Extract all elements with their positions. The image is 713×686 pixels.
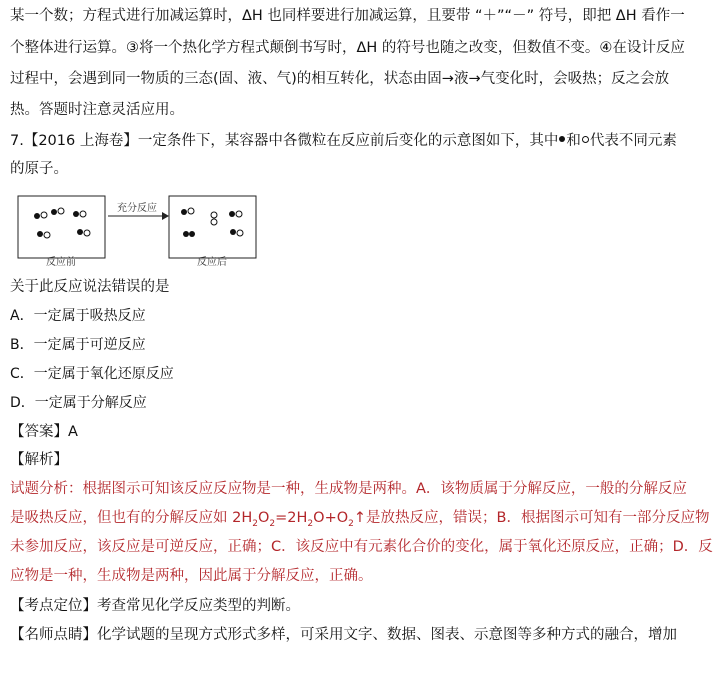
- before-box: [18, 196, 105, 258]
- analysis-label: 【解析】: [10, 452, 68, 468]
- analysis-line-3: 未参加反应，该反应是可逆反应，正确；C．该反应中有元素化合价的变化，属于氧化还原反应，正确；D．反: [10, 539, 713, 555]
- intro-line-3: 过程中，会遇到同一物质的三态(固、液、气)的相互转化，状态由固→液→气变化时，会吸热；反之会放: [10, 71, 670, 87]
- before-molecules: [34, 208, 90, 238]
- question-stem-end: 代表不同元素: [589, 133, 677, 149]
- arrow-head: [162, 212, 169, 220]
- question-stem: 7.【2016 上海卷】一定条件下，某容器中各微粒在反应前后变化的示意图如下，其中: [10, 133, 559, 149]
- analysis-text: ↑是放热反应，错误；B．根据图示可知有一部分反应物: [353, 510, 710, 526]
- analysis-text: O+O: [313, 510, 349, 526]
- question-line-2: 的原子。: [10, 161, 68, 177]
- intro-line-4: 热。答题时注意灵活应用。: [10, 102, 184, 118]
- answer-label: 【答案】A: [10, 424, 78, 440]
- analysis-line-2: [10, 508, 710, 534]
- analysis-text: 是吸热反应，但也有的分解反应如 2H: [10, 510, 253, 526]
- question-and: 和: [566, 133, 581, 149]
- question-prompt: 关于此反应说法错误的是: [10, 279, 170, 295]
- analysis-text: O: [257, 510, 270, 526]
- before-label: 反应前: [46, 257, 76, 268]
- option-b: B．一定属于可逆反应: [10, 337, 146, 353]
- arrow-label: 充分反应: [117, 203, 157, 214]
- after-label: 反应后: [197, 257, 227, 268]
- option-c: C．一定属于氧化还原反应: [10, 366, 174, 382]
- subscript: 2: [348, 518, 354, 529]
- after-box: [169, 196, 256, 258]
- option-a: A．一定属于吸热反应: [10, 308, 146, 324]
- kaodian-line: 【考点定位】考查常见化学反应类型的判断。: [10, 598, 300, 614]
- mingshi-line: 【名师点睛】化学试题的呈现方式形式多样，可采用文字、数据、图表、示意图等多种方式的融合，增加: [10, 627, 677, 643]
- intro-line-1: 某一个数；方程式进行加减运算时，ΔH 也同样要进行加减运算，且要带 “＋”“－” 符号，即把 ΔH 看作一: [10, 8, 685, 24]
- analysis-text: =2H: [275, 510, 308, 526]
- analysis-line-4: 应物是一种，生成物是两种，因此属于分解反应，正确。: [10, 568, 373, 584]
- option-d: D．一定属于分解反应: [10, 395, 147, 411]
- after-molecules: [181, 208, 243, 237]
- subscript: 2: [307, 518, 314, 529]
- analysis-line-1: 试题分析：根据图示可知该反应反应物是一种，生成物是两种。A．该物质属于分解反应，一般的分解反应: [10, 481, 687, 497]
- subscript: 2: [252, 518, 258, 529]
- subscript: 2: [269, 518, 276, 529]
- intro-line-2: 个整体进行运算。③将一个热化学方程式颠倒书写时，ΔH 的符号也随之改变，但数值不变。④在设计反应: [10, 40, 685, 56]
